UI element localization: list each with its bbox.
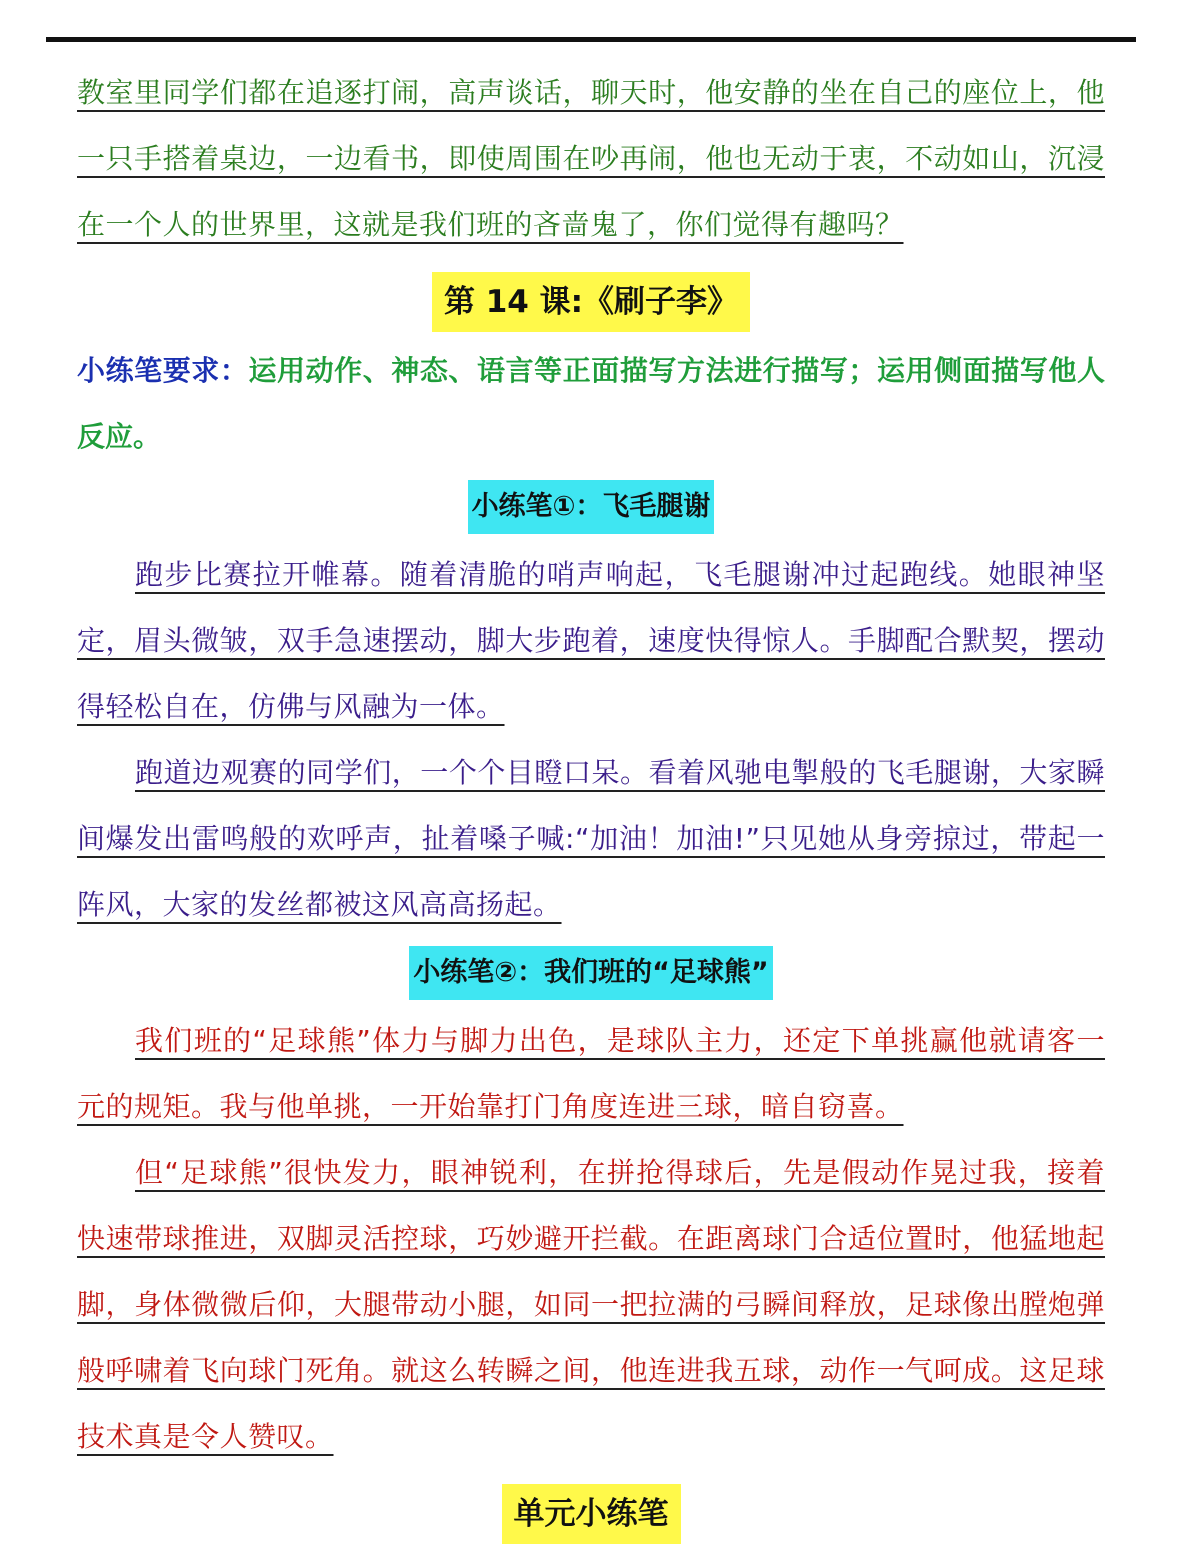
exercise2-title: 小练笔②：我们班的“足球熊” xyxy=(409,946,772,1000)
exercise1-title-row xyxy=(77,480,1105,534)
exercise2-paragraph-2: 但“足球熊”很快发力，眼神锐利，在拼抢得球后，先是假动作晃过我，接着快速带球推进，双脚灵活控球，巧妙避开拦截。在距离球门合适位置时，他猛地起脚，身体微微后仰，大腿带动小腿，如同一把拉满的弓瞬间释放，足球像出膛炮弹般呼啸着飞向球门死角。就这么转瞬之间，他连进我五球，动作一气呵成。这足球技术真是令人赞叹。 xyxy=(77,1156,1105,1453)
exercise2-paragraph-1: 我们班的“足球熊”体力与脚力出色，是球队主力，还定下单挑赢他就请客一元的规矩。我与他单挑，一开始靠打门角度连进三球，暗自窃喜。 xyxy=(77,1024,1105,1123)
exercise1-paragraph-1: 跑步比赛拉开帷幕。随着清脆的哨声响起，飞毛腿谢冲过起跑线。她眼神坚定，眉头微皱，双手急速摆动，脚大步跑着，速度快得惊人。手脚配合默契，摆动得轻松自在，仿佛与风融为一体。 xyxy=(77,558,1105,723)
lesson-title-row xyxy=(77,272,1105,332)
requirement xyxy=(77,338,1105,470)
exercise1-paragraph-2: 跑道边观赛的同学们，一个个目瞪口呆。看着风驰电掣般的飞毛腿谢，大家瞬间爆发出雷鸣般的欢呼声，扯着嗓子喊:“加油！加油!”只见她从身旁掠过，带起一阵风，大家的发丝都被这风高高扬起。 xyxy=(77,756,1105,921)
requirement-label: 小练笔要求： xyxy=(77,354,249,387)
exercise1-title: 小练笔①：飞毛腿谢 xyxy=(468,480,715,534)
exercise2-title-row xyxy=(77,946,1105,1000)
document-body xyxy=(77,60,1105,1544)
top-divider xyxy=(46,37,1136,42)
requirement-text: 运用动作、神态、语言等正面描写方法进行描写；运用侧面描写他人反应。 xyxy=(77,354,1105,453)
unit-title: 单元小练笔 xyxy=(502,1484,681,1544)
unit-title-row xyxy=(77,1484,1105,1544)
lesson-title: 第 14 课:《刷子李》 xyxy=(432,272,750,332)
intro-paragraph: 教室里同学们都在追逐打闹，高声谈话，聊天时，他安静的坐在自己的座位上，他一只手搭着桌边，一边看书，即使周围在吵再闹，他也无动于衷，不动如山，沉浸在一个人的世界里，这就是我们班的吝啬鬼了，你们觉得有趣吗？ xyxy=(77,76,1105,241)
